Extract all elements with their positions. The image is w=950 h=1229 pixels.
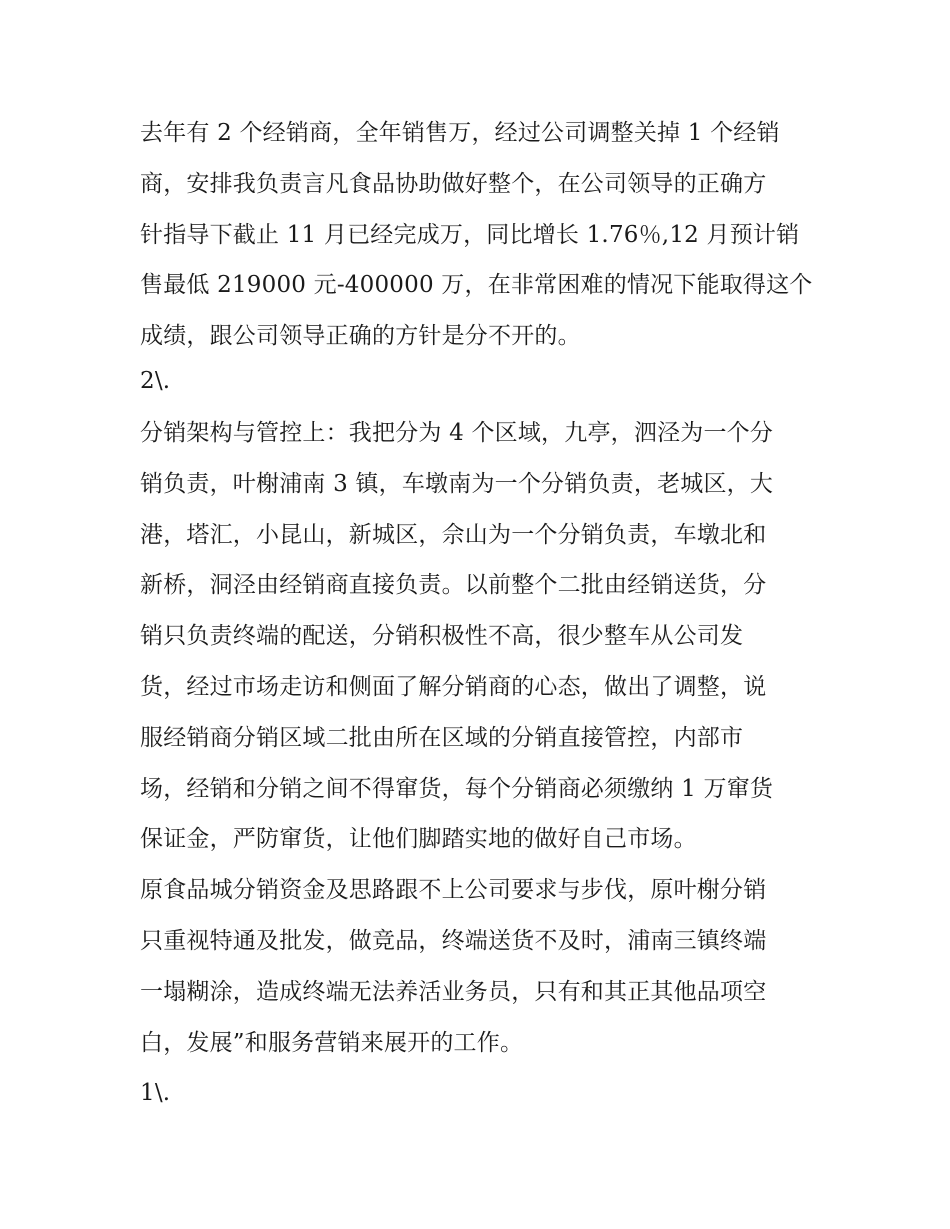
spacer [140, 400, 820, 408]
text-line: 售最低 219000 元-400000 万，在非常困难的情况下能取得这个 [140, 272, 813, 299]
section-number-1: 1\. [140, 1080, 171, 1107]
text-line: 销负责，叶榭浦南 3 镇，车墩南为一个分销负责，老城区，大 [140, 470, 774, 497]
text-line: 货，经过市场走访和侧面了解分销商的心态，做出了调整，说 [140, 673, 767, 700]
text-line: 服经销商分销区域二批由所在区域的分销直接管控，内部市 [140, 724, 744, 751]
text-line: 销只负责终端的配送，分销积极性不高，很少整车从公司发 [140, 623, 744, 650]
text-line: 一塌糊涂，造成终端无法养活业务员，只有和其正其他品项空 [140, 978, 767, 1005]
text-line: 商，安排我负责言凡食品协助做好整个，在公司领导的正确方 [140, 170, 767, 197]
text-line: 成绩，跟公司领导正确的方针是分不开的。 [140, 323, 581, 350]
text-line: 白，发展”和服务营销来展开的工作。 [140, 1029, 524, 1056]
text-line: 场，经销和分销之间不得窜货，每个分销商必须缴纳 1 万窜货 [140, 775, 774, 802]
paragraph-3 [140, 865, 820, 1068]
paragraph-1 [140, 108, 820, 362]
document-body [140, 108, 820, 1119]
text-line: 保证金，严防窜货，让他们脚踏实地的做好自己市场。 [140, 826, 697, 853]
paragraph-2 [140, 408, 820, 865]
text-line: 去年有 2 个经销商，全年销售万，经过公司调整关掉 1 个经销 [140, 120, 780, 146]
text-line: 港，塔汇，小昆山，新城区，佘山为一个分销负责，车墩北和 [140, 521, 767, 548]
section-number-2: 2\. [140, 367, 171, 394]
text-line: 只重视特通及批发，做竞品，终端送货不及时，浦南三镇终端 [140, 927, 767, 954]
text-line: 分销架构与管控上：我把分为 4 个区域，九亭，泗泾为一个分 [140, 419, 774, 446]
text-line: 针指导下截止 11 月已经完成万，同比增长 1.76％,12 月预计销 [140, 221, 800, 248]
text-line: 新桥，洞泾由经销商直接负责。以前整个二批由经销送货，分 [140, 572, 767, 599]
text-line: 原食品城分销资金及思路跟不上公司要求与步伐，原叶榭分销 [140, 877, 767, 904]
